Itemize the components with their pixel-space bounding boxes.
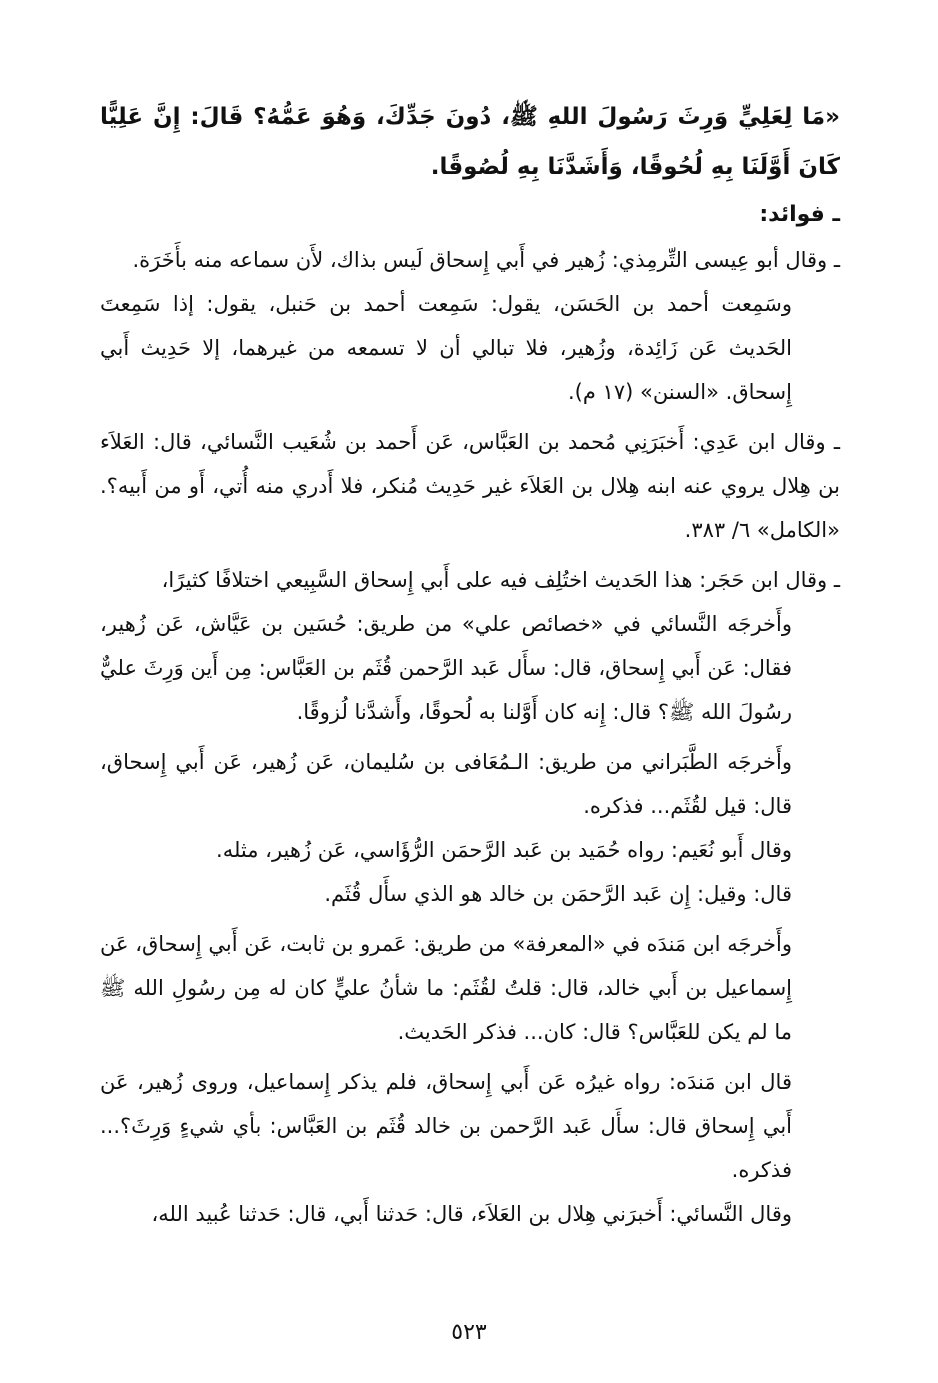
section-heading: ـ فوائد: [759, 202, 840, 227]
quoted-hadith: «مَا لِعَلِيٍّ وَرِثَ رَسُولَ اللهِ ﷺ، دُونَ جَدِّكَ، وَهُوَ عَمُّهُ؟ قَالَ: إِنَّ عَلِيًّا كَانَ أَوَّلَنَا بِهِ لُحُوقًا، وَأَشَدَّنَا بِهِ لُصُوقًا. [100, 104, 840, 180]
page-number: ٥٢٣ [451, 1320, 487, 1345]
paragraph-tirmidhi: ـ وقال أبو عِيسى التِّرمِذي: زُهير في أَبي إِسحاق لَيس بذاك، لأَن سماعه منه بأَخَرَة. [132, 248, 840, 272]
main-text [100, 92, 840, 1236]
paragraph-ibn-mandah-marifa: وأَخرجَه ابن مَندَه في «المعرفة» من طريق: عَمرو بن ثابت، عَن أَبي إِسحاق، عَن إِسماعيل بن أَبي خالد، قال: قلتُ لقُثَم: ما شأنُ عليٍّ كان له مِن رسُولِ الله ﷺ ما لم يكن للعَبَّاس؟ قال: كان... فذكر الحَديث. [100, 932, 792, 1044]
paragraph-nasai-khasais: وأَخرجَه النَّسائي في «خصائص علي» من طريق: حُسَين بن عَيَّاش، عَن زُهير، فقال: عَن أَبي إِسحاق، قال: سأَل عَبد الرَّحمن قُثَم بن العَبَّاس: مِن أَين وَرِثَ عليٌّ رسُولَ الله ﷺ؟ قال: إِنه كان أَوَّلنا به لُحوقًا، وأَشدَّنا لُزوقًا. [100, 612, 792, 724]
paragraph-abu-nuaym: وقال أَبو نُعَيم: رواه حُمَيد بن عَبد الرَّحمَن الرُّؤَاسي، عَن زُهير، مثله. [216, 838, 792, 862]
paragraph-ibn-mandah-comment: قال ابن مَندَه: رواه غيرُه عَن أَبي إِسحاق، فلم يذكر إِسماعيل، وروى زُهير، عَن أَبي إِسحاق قال: سأَل عَبد الرَّحمن بن خالد قُثَم بن العَبَّاس: بأي شيءٍ وَرِثَ؟... فذكره. [100, 1070, 792, 1182]
paragraph-ibn-adi: ـ وقال ابن عَدِي: أَخبَرَنِي مُحمد بن العَبَّاس، عَن أَحمد بن شُعَيب النَّسائي، قال: العَلاَء بن هِلال يروي عنه ابنه هِلال بن العَلاَء غير حَدِيث مُنكر، فلا أَدري منه أُتي، أَو من أَبيه؟. «الكامل» ٦/ ٣٨٣. [100, 430, 840, 542]
paragraph-qila: قال: وقيل: إِن عَبد الرَّحمَن بن خالد هو الذي سأَل قُثَم. [324, 882, 792, 906]
paragraph-tabarani: وأَخرجَه الطَّبَراني من طريق: الـمُعَافى بن سُليمان، عَن زُهير، عَن أَبي إِسحاق، قال: قيل لقُثَم... فذكره. [100, 750, 792, 818]
paragraph-ibn-hajar: ـ وقال ابن حَجَر: هذا الحَديث اختُلِف فيه على أَبي إِسحاق السَّبِيعي اختلافًا كثيرًا، [161, 568, 840, 592]
paragraph-ahmad: وسَمِعت أحمد بن الحَسَن، يقول: سَمِعت أحمد بن حَنبل، يقول: إذا سَمِعتَ الحَديث عَن زَائِدة، وزُهير، فلا تبالي أن لا تسمعه من غيرهما، إلا حَدِيث أَبي إِسحاق. «السنن» (١٧ م). [100, 292, 792, 404]
paragraph-nasai-hilal: وقال النَّسائي: أَخبرَني هِلال بن العَلاَء، قال: حَدثنا أَبي، قال: حَدثنا عُبيد الله، [151, 1202, 792, 1226]
